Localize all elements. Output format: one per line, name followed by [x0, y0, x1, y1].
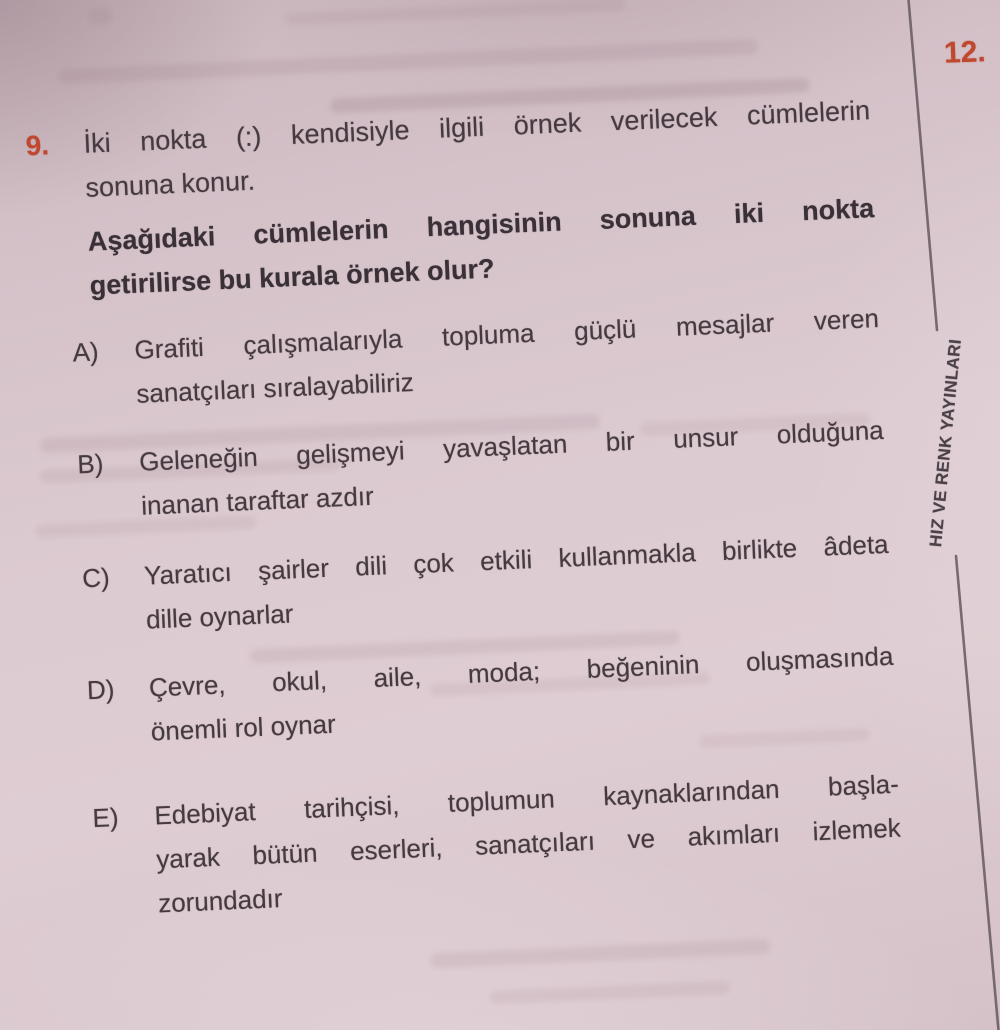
option-c-text [143, 522, 891, 642]
rule-line: İki nokta (:) kendisiyle ilgili örnek verilecek cümlelerin [83, 95, 871, 159]
bleed-through-mark [58, 39, 758, 85]
option-e-letter: E) [91, 802, 120, 834]
option-a [72, 296, 882, 418]
question-number: 9. [25, 129, 50, 162]
prompt-line: getirilirse bu kurala örnek olur? [89, 253, 496, 301]
option-d-text [148, 634, 896, 754]
question-area [25, 88, 904, 929]
question-rule-block [25, 88, 877, 310]
option-line: önemli rol oynar [150, 708, 337, 747]
option-a-letter: A) [71, 336, 100, 368]
bleed-through-mark [490, 981, 730, 1004]
option-d [86, 634, 896, 756]
option-c-letter: C) [81, 562, 111, 594]
bleed-through-mark [88, 7, 113, 24]
option-line: Geleneğin gelişmeyi yavaşlatan bir unsur olduğuna [138, 414, 885, 477]
publisher-label: HIZ VE RENK YAYINLARI [926, 338, 965, 548]
option-line: Çevre, okul, aile, moda; beğeninin oluşmasında [148, 640, 894, 703]
option-a-text [134, 296, 882, 416]
option-line: Yaratıcı şairler dili çok etkili kullanmakla birlikte âdeta [143, 528, 890, 591]
option-line: zorundadır [157, 883, 284, 919]
option-c [81, 522, 891, 644]
option-e [92, 762, 904, 928]
option-line: sanatçıları sıralayabiliriz [135, 366, 415, 409]
question-rule-text [83, 88, 877, 307]
page-number: 12. [943, 35, 987, 70]
option-b-letter: B) [76, 448, 104, 480]
option-line: Edebiyat tarihçisi, toplumun kaynaklarından başla- [153, 768, 900, 831]
rule-line: sonuna konur. [84, 165, 256, 203]
option-b [76, 408, 886, 530]
bleed-through-mark [430, 939, 770, 969]
option-line: inanan taraftar azdır [140, 480, 375, 521]
option-line: yarak bütün eserleri, sanatçıları ve akımları izlemek [155, 812, 902, 875]
option-e-text [153, 762, 903, 926]
option-b-text [138, 408, 886, 528]
prompt-line: Aşağıdaki cümlelerin hangisinin sonuna iki nokta [87, 193, 875, 257]
bleed-through-mark [285, 0, 625, 25]
options-list [72, 296, 904, 928]
option-line: dille oynarlar [145, 598, 294, 635]
option-d-letter: D) [86, 674, 116, 706]
option-line: Grafiti çalışmalarıyla topluma güçlü mesajlar veren [133, 303, 880, 365]
